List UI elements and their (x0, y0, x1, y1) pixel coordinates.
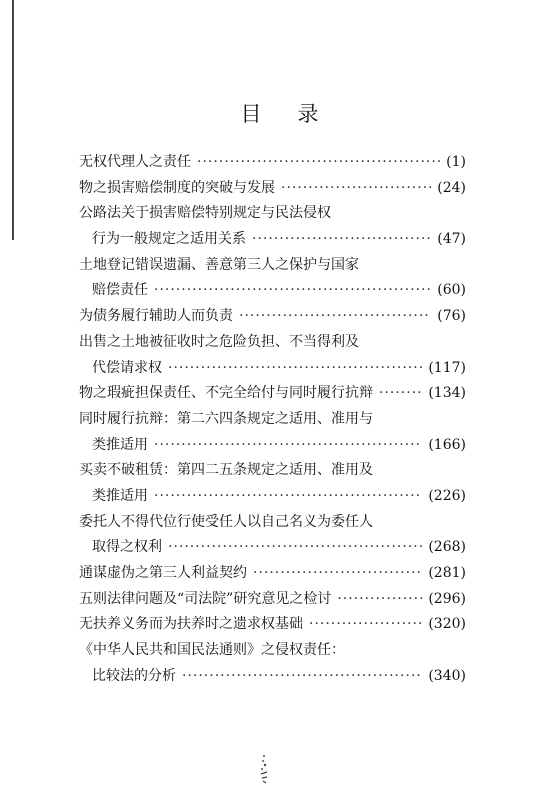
toc-entry (79, 253, 466, 279)
leader-dots (154, 433, 422, 459)
leader-dots (168, 535, 422, 561)
toc-entry-title: 土地登记错误遗漏、善意第三人之保护与国家 (79, 256, 359, 273)
toc-entry-page: (117) (428, 359, 466, 376)
toc-entry-title: 代偿请求权 (92, 359, 162, 376)
toc-entry (79, 407, 466, 433)
table-of-contents (79, 150, 466, 689)
toc-entry-title: 物之损害赔偿制度的突破与发展 (79, 179, 275, 196)
toc-entry-title: 五则法律问题及“司法院”研究意见之检讨 (79, 590, 332, 607)
toc-entry (79, 587, 466, 613)
toc-entry-continuation (79, 278, 466, 304)
toc-entry-title: 类推适用 (92, 436, 148, 453)
toc-entry-title: 取得之权利 (92, 539, 162, 556)
toc-entry-title: 为债务履行辅助人而负责 (79, 308, 233, 325)
toc-entry-continuation (79, 227, 466, 253)
toc-entry (79, 330, 466, 356)
toc-entry (79, 510, 466, 536)
toc-entry-page: (268) (428, 539, 466, 556)
toc-entry-title: 委托人不得代位行使受任人以自己名义为委任人 (79, 513, 373, 530)
toc-entry-page: (24) (437, 179, 466, 196)
leader-dots (309, 612, 422, 638)
leader-dots (379, 381, 422, 407)
toc-entry-page: (281) (428, 565, 466, 581)
toc-entry (79, 201, 466, 227)
toc-entry-page: (340) (428, 667, 466, 684)
toc-entry-page: (296) (428, 590, 466, 607)
toc-entry-title: 无权代理人之责任 (79, 154, 191, 170)
leader-dots (337, 587, 422, 613)
toc-entry (79, 304, 466, 330)
toc-entry-title: 赔偿责任 (92, 282, 148, 299)
toc-entry-title: 公路法关于损害赔偿特别规定与民法侵权 (79, 205, 331, 222)
title-char-1: 目 (240, 102, 262, 126)
toc-entry (79, 381, 466, 407)
toc-entry-title: 买卖不破租赁：第四二五条规定之适用、准用及 (79, 462, 373, 479)
toc-entry-continuation (79, 433, 466, 459)
leader-dots (154, 484, 422, 510)
toc-entry-page: (47) (437, 231, 466, 248)
leader-dots (154, 278, 431, 304)
leader-dots (197, 150, 440, 176)
toc-entry-title: 出售之土地被征收时之危险负担、不当得利及 (79, 333, 359, 350)
leader-dots (281, 176, 431, 202)
toc-entry-title: 《中华人民共和国民法通则》之侵权责任： (79, 642, 345, 659)
toc-entry (79, 612, 466, 638)
toc-entry-page: (320) (428, 616, 466, 633)
toc-entry (79, 176, 466, 202)
toc-entry-title: 通谋虚伪之第三人利益契约 (79, 565, 247, 581)
toc-entry (79, 150, 466, 176)
title-char-2: 录 (297, 102, 319, 126)
toc-entry-page: (76) (437, 308, 466, 325)
footer-mark-icon (258, 752, 270, 786)
toc-entry-page: (134) (428, 385, 466, 402)
toc-entry-title: 比较法的分析 (92, 667, 176, 684)
toc-entry-page: (166) (428, 436, 466, 453)
leader-dots (253, 561, 422, 587)
toc-entry-title: 行为一般规定之适用关系 (92, 231, 246, 248)
toc-entry-title: 无扶养义务而为扶养时之遗求权基础 (79, 616, 303, 633)
page-title (0, 98, 559, 128)
toc-entry-page: (1) (446, 154, 466, 170)
toc-entry-title: 类推适用 (92, 487, 148, 504)
toc-entry (79, 561, 466, 587)
leader-dots (182, 664, 422, 690)
toc-entry-title: 同时履行抗辩：第二六四条规定之适用、准用与 (79, 410, 373, 427)
toc-entry-continuation (79, 535, 466, 561)
toc-entry-title: 物之瑕疵担保责任、不完全给付与同时履行抗辩 (79, 385, 373, 402)
leader-dots (239, 304, 431, 330)
toc-entry-continuation (79, 356, 466, 382)
toc-entry-continuation (79, 484, 466, 510)
toc-entry-continuation (79, 664, 466, 690)
toc-entry-page: (226) (428, 487, 466, 504)
toc-entry-page: (60) (437, 282, 466, 299)
leader-dots (252, 227, 431, 253)
leader-dots (168, 356, 422, 382)
toc-entry (79, 458, 466, 484)
toc-entry (79, 638, 466, 664)
